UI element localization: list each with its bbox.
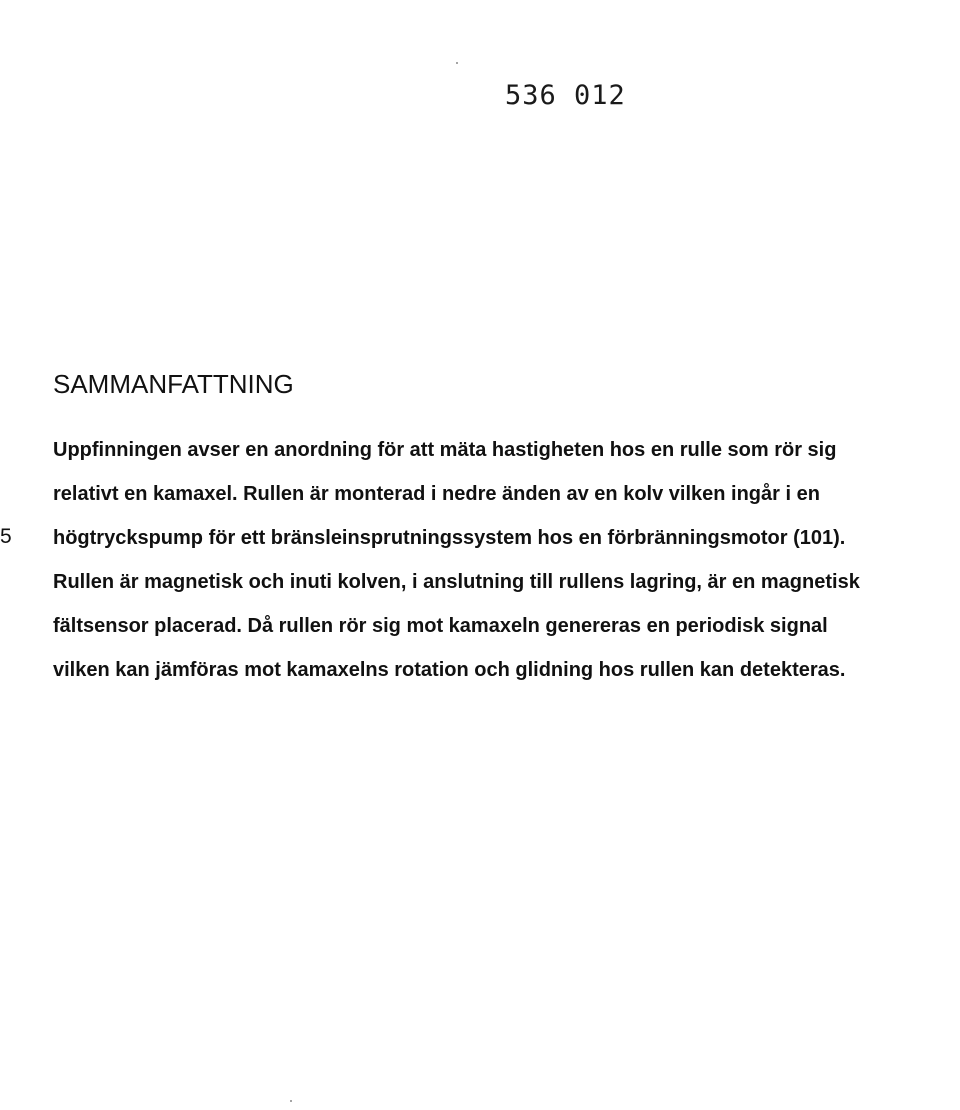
page-number: 536 012 (505, 80, 626, 111)
abstract-line-5: fältsensor placerad. Då rullen rör sig mot kamaxeln genereras en periodisk signal (53, 615, 828, 637)
abstract-line-3: högtryckspump för ett bränsleinsprutningssystem hos en förbränningsmotor (101). (53, 527, 846, 549)
abstract-line-2: relativt en kamaxel. Rullen är monterad i nedre änden av en kolv vilken ingår i en (53, 483, 820, 505)
scan-speck (290, 1100, 292, 1102)
margin-line-number: 5 (0, 525, 12, 548)
abstract-line-1: Uppfinningen avser en anordning för att mäta hastigheten hos en rulle som rör sig (53, 439, 837, 461)
section-heading: SAMMANFATTNING (53, 369, 294, 399)
abstract-line-6: vilken kan jämföras mot kamaxelns rotation och glidning hos rullen kan detekteras. (53, 659, 846, 681)
scan-speck (456, 62, 458, 64)
abstract-line-4: Rullen är magnetisk och inuti kolven, i anslutning till rullens lagring, är en magnetisk (53, 571, 860, 593)
